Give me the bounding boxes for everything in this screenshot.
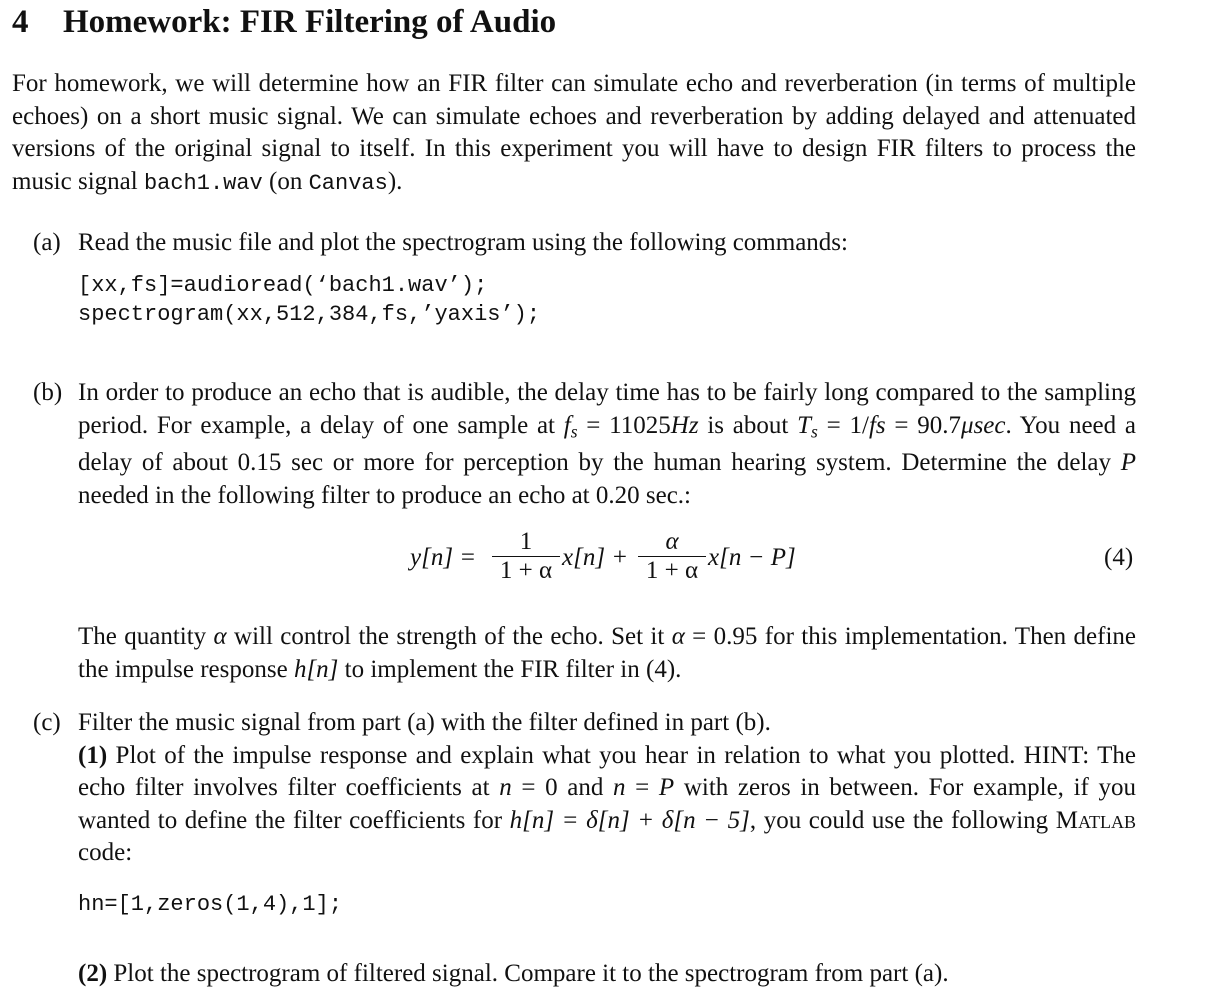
part-c-step-1 xyxy=(78,740,1136,870)
fs-symbol: f xyxy=(563,411,571,439)
eq-frac-2-den: 1 + α xyxy=(645,557,699,584)
part-b-t1: In order to produce an echo that is audible, the delay time has to be fairly long compared to the sampling period. For example, a delay of one sample at xyxy=(78,379,1136,439)
fs-subscript: s xyxy=(570,420,578,441)
step-2-label: (2) xyxy=(78,960,108,987)
matlab-word: Matlab xyxy=(1055,806,1136,834)
h-definition: h[n] = δ[n] + δ[n − 5] xyxy=(509,806,750,834)
intro-text: For homework, we will determine how an FIR filter can simulate echo and reverberation (in terms of multiple echoes) on a short music signal. We can simulate echoes and reverberation by adding delayed and attenuated versions of the original signal to itself. In this experiment you will have to design FIR filters to process the music signal xyxy=(12,70,1136,195)
eq-frac-1-num: 1 xyxy=(519,528,533,555)
ts-value: = 90.7 xyxy=(885,411,962,439)
step-1-a: Plot of the impulse response and explain what you hear in relation to what you plotted. HINT: The echo filter involves filter coefficients at xyxy=(78,741,1136,801)
eq-frac-2 xyxy=(638,528,706,585)
ts-symbol: T xyxy=(797,411,812,439)
equation-number: (4) xyxy=(1104,544,1134,571)
step-1-e: , you could use the following xyxy=(749,806,1056,834)
part-b-text xyxy=(78,377,1136,512)
part-c-step-2 xyxy=(78,958,1136,991)
usec-unit: μsec xyxy=(961,411,1006,439)
part-a xyxy=(33,227,1136,260)
part-b-t4: needed in the following filter to produce an echo at 0.20 sec.: xyxy=(78,481,691,509)
step-1-b: = 0 and xyxy=(511,774,613,801)
p-symbol-2: P xyxy=(658,774,675,801)
ts-subscript: s xyxy=(811,420,818,441)
alpha-symbol: α xyxy=(213,623,227,650)
intro-text-3: ). xyxy=(387,167,403,195)
filename-code: bach1.wav xyxy=(143,170,263,196)
after-4: to implement the FIR filter in (4). xyxy=(338,655,682,683)
step-1-d: with zeros in between. For example, if you wanted to define the filter coefficients for xyxy=(78,774,1137,834)
part-b-t2: is about xyxy=(698,411,798,439)
step-2-text: Plot the spectrogram of filtered signal. Compare it to the spectrogram from part (a). xyxy=(107,960,949,987)
hn-symbol: h[n] xyxy=(293,655,339,683)
fs-value: = 11025 xyxy=(577,411,671,439)
part-b xyxy=(33,377,1136,512)
ts-eq: = 1/ xyxy=(817,411,869,439)
eq-term-1: x[n] + xyxy=(562,544,629,571)
part-c xyxy=(33,707,1136,870)
step-1-f: code: xyxy=(78,839,133,866)
part-b-label: (b) xyxy=(33,379,63,406)
after-1: The quantity xyxy=(78,623,214,650)
alpha-symbol-2: α xyxy=(671,623,685,650)
part-a-text: Read the music file and plot the spectrogram using the following commands: xyxy=(78,229,848,256)
eq-frac-1-den: 1 + α xyxy=(499,557,553,584)
part-b-t3: . You need a delay of about 0.15 sec or more for perception by the human hearing system. Determine the delay xyxy=(78,411,1137,477)
n-symbol-1: n xyxy=(499,774,512,801)
part-c-line1: Filter the music signal from part (a) with the filter defined in part (b). xyxy=(78,709,771,736)
step-1-c: = xyxy=(625,774,659,801)
after-2: will control the strength of the echo. Set it xyxy=(226,623,672,650)
part-c-text xyxy=(78,707,1136,870)
eq-lhs: y[n] = xyxy=(410,544,477,571)
part-b-after-text xyxy=(78,621,1136,686)
eq-frac-2-num: α xyxy=(665,528,679,555)
n-symbol-2: n xyxy=(613,774,626,801)
part-a-code-line-2: spectrogram(xx,512,384,fs,’yaxis’); xyxy=(78,302,541,327)
p-symbol: P xyxy=(1120,449,1136,477)
eq-term-2: x[n − P] xyxy=(708,544,796,571)
fs-denominator: fs xyxy=(868,411,886,439)
section-number: 4 xyxy=(12,4,29,40)
part-a-label: (a) xyxy=(33,229,61,256)
section-title xyxy=(12,2,556,42)
intro-text-2: (on xyxy=(262,167,309,195)
canvas-code: Canvas xyxy=(308,170,388,196)
part-c-code: hn=[1,zeros(1,4),1]; xyxy=(78,892,343,917)
eq-frac-1 xyxy=(492,528,560,585)
step-1-label: (1) xyxy=(78,741,108,769)
hz-unit: Hz xyxy=(670,411,699,439)
section-heading: Homework: FIR Filtering of Audio xyxy=(63,4,557,40)
part-a-code-line-1: [xx,fs]=audioread(‘bach1.wav’); xyxy=(78,273,488,298)
after-3: = 0.95 for this implementation. Then define the impulse response xyxy=(78,623,1136,683)
intro-paragraph xyxy=(12,68,1136,200)
part-c-label: (c) xyxy=(33,709,61,736)
